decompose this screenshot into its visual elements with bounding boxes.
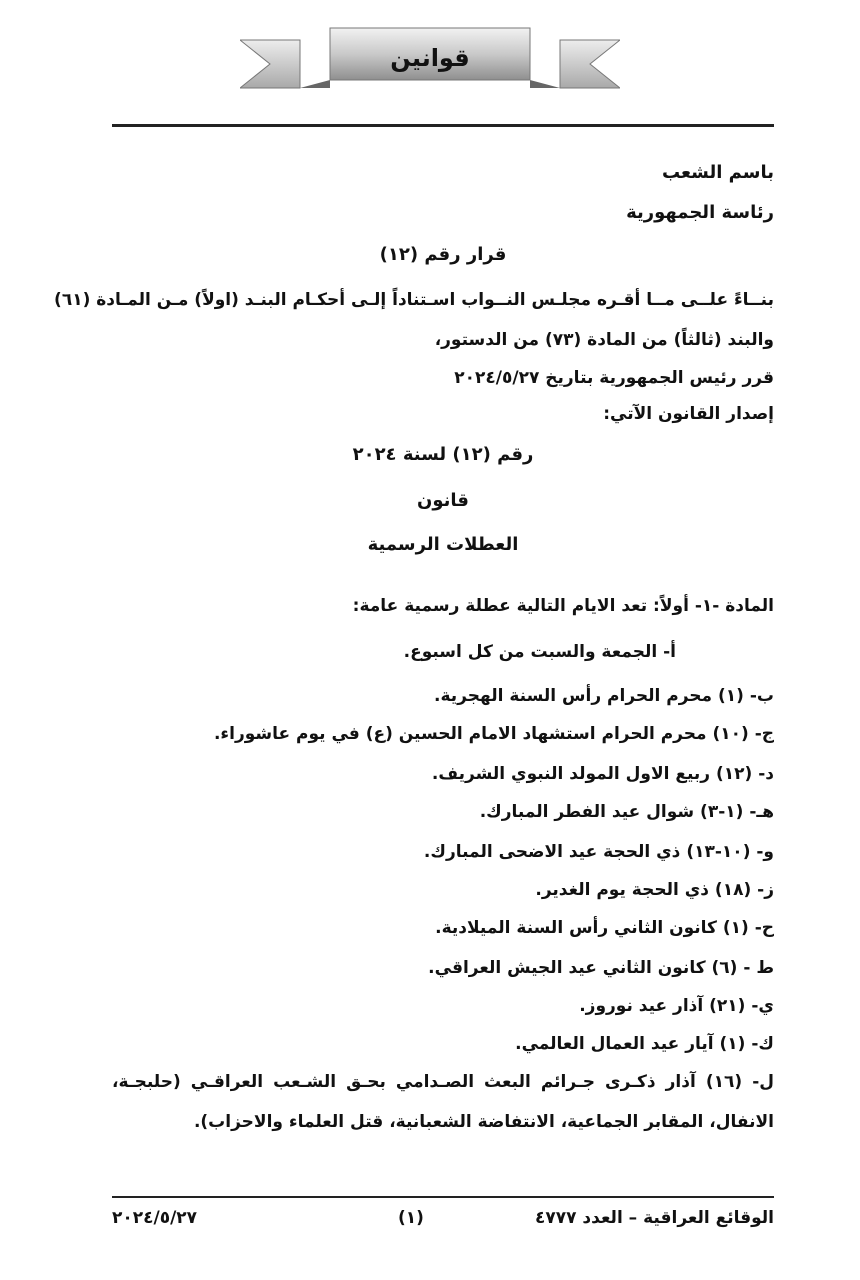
preamble-line: إصدار القانون الآتي: [603, 404, 774, 424]
list-item: ط - (٦) كانون الثاني عيد الجيش العراقي. [428, 958, 774, 978]
list-item: أ- الجمعة والسبت من كل اسبوع. [403, 642, 676, 662]
list-item: د- (١٢) ربيع الاول المولد النبوي الشريف. [431, 764, 774, 784]
page-number: (١) [398, 1208, 424, 1228]
list-item-continuation: الانفال، المقابر الجماعية، الانتفاضة الشعبانية، قتل العلماء والاحزاب). [193, 1112, 774, 1132]
list-item: ي- (٢١) آذار عيد نوروز. [579, 996, 774, 1016]
law-label: قانون [417, 490, 469, 511]
footer-divider [112, 1196, 774, 1198]
in-the-name-heading: باسم الشعب [661, 162, 774, 183]
list-item: ك- (١) آيار عيد العمال العالمي. [515, 1034, 774, 1054]
law-number: رقم (١٢) لسنة ٢٠٢٤ [352, 444, 534, 465]
banner-title: قوانين [390, 44, 470, 72]
list-item: ل- (١٦) آذار ذكـرى جـرائم البعث الصـدامي بحـق الشـعب العراقـي (حلبجـة، [112, 1072, 774, 1092]
list-item: ب- (١) محرم الحرام رأس السنة الهجرية. [434, 686, 774, 706]
law-title: العطلات الرسمية [367, 534, 519, 555]
list-item: ج- (١٠) محرم الحرام استشهاد الامام الحسين (ع) في يوم عاشوراء. [213, 724, 774, 744]
section-banner [240, 18, 620, 98]
gazette-issue: الوقائع العراقية – العدد ٤٧٧٧ [534, 1208, 774, 1228]
list-item: هـ- (١-٣) شوال عيد الفطر المبارك. [479, 802, 774, 822]
presidency-heading: رئاسة الجمهورية [626, 202, 774, 223]
list-item: و- (١٠-١٣) ذي الحجة عيد الاضحى المبارك. [423, 842, 774, 862]
preamble-line: قرر رئيس الجمهورية بتاريخ ٢٠٢٤/٥/٢٧ [454, 368, 774, 388]
decision-number: قرار رقم (١٢) [379, 244, 507, 265]
preamble-line: والبند (ثالثاً) من المادة (٧٣) من الدستور، [434, 330, 774, 350]
preamble-line: بنــاءً علــى مــا أقـره مجلـس النــواب اسـتناداً إلـى أحكـام البنـد (اولاً) مـن المـادة (٦١) [54, 290, 774, 310]
list-item: ز- (١٨) ذي الحجة يوم الغدير. [535, 880, 774, 900]
header-divider [112, 124, 774, 127]
list-item: ح- (١) كانون الثاني رأس السنة الميلادية. [435, 918, 774, 938]
article-1-intro: المادة -١- أولاً: تعد الايام التالية عطلة رسمية عامة: [352, 596, 774, 616]
issue-date: ٢٠٢٤/٥/٢٧ [112, 1208, 198, 1228]
